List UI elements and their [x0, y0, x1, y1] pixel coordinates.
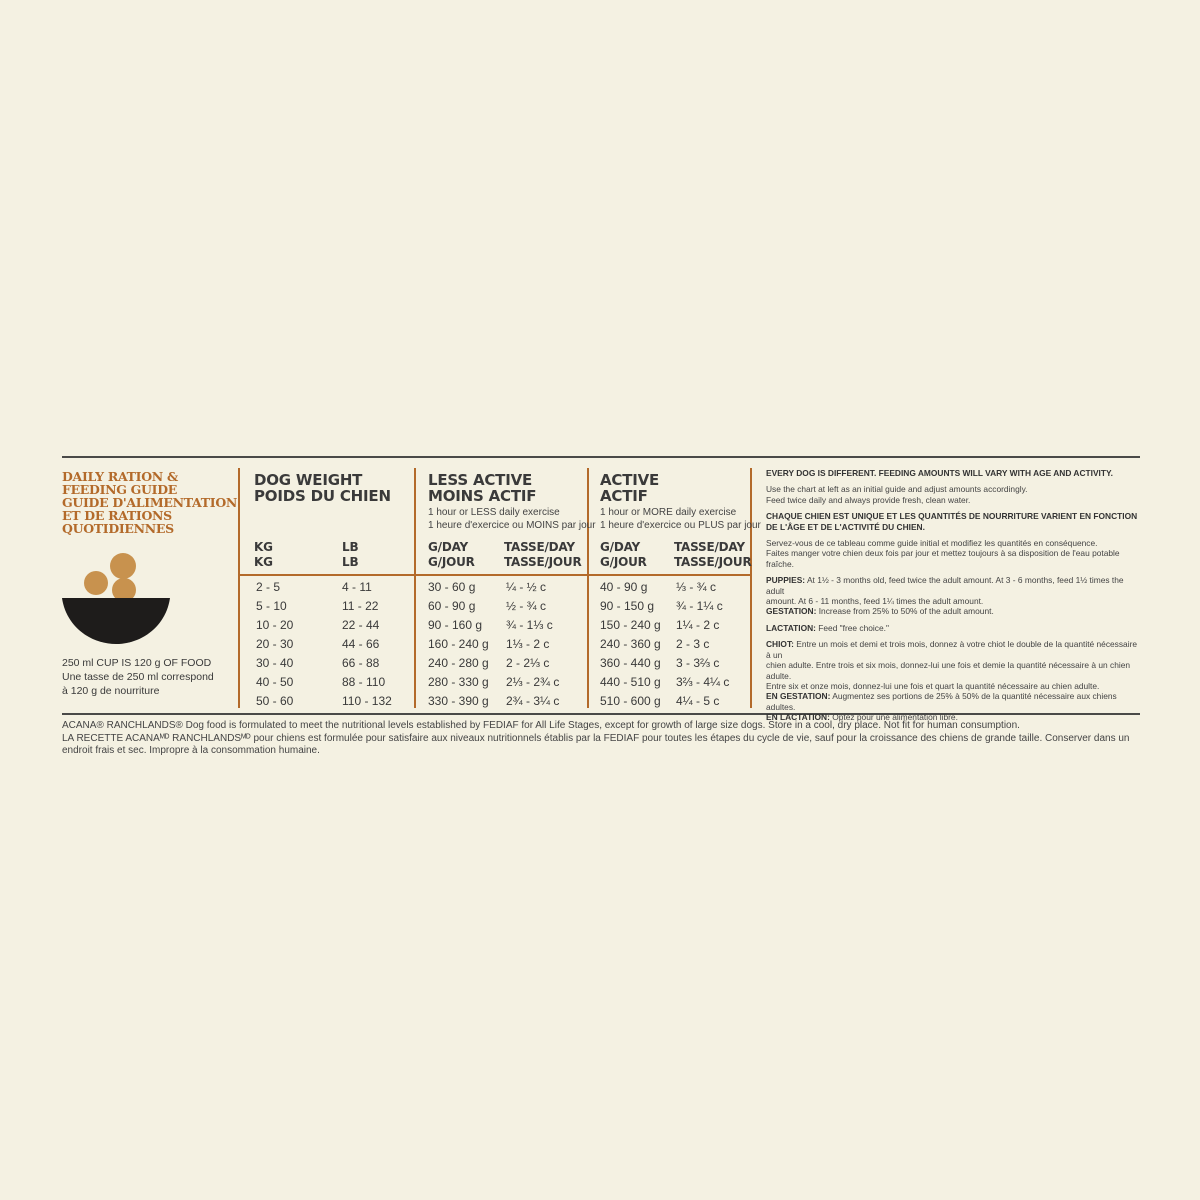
header-rule [239, 574, 751, 576]
feeding-notes [766, 468, 1138, 723]
subtitle-line: 1 hour or MORE daily exercise [600, 507, 737, 518]
cup-note-line: à 120 g de nourriture [62, 685, 160, 697]
subtitle-line: 1 hour or LESS daily exercise [428, 507, 560, 518]
lb-label: LB [342, 540, 359, 554]
lb-cell: 88 - 110 [342, 675, 386, 689]
gday-label: G/JOUR [600, 554, 647, 569]
puppies-note [766, 575, 1138, 596]
tasse-label: TASSE/JOUR [674, 554, 752, 569]
kibble-icon [84, 571, 108, 595]
footer-line-en: ACANA® RANCHLANDS® Dog food is formulated to meet the nutritional levels established by FEDIAF for All Life Stages, except for growth of large size dogs. Store in a cool, dry place. Not fit for human consumption. [62, 720, 1020, 731]
lb-label: LB [342, 554, 359, 569]
en-lactation-label: EN LACTATION: [766, 712, 830, 723]
less-gday-header [428, 540, 475, 569]
lb-cell: 11 - 22 [342, 599, 379, 613]
gestation-label: GESTATION: [766, 606, 817, 617]
notes-line: Servez-vous de ce tableau comme guide initial et modifiez les quantités en conséquence. [766, 538, 1098, 549]
active-grams-cell: 40 - 90 g [600, 580, 648, 594]
notes-line: Use the chart at left as an initial guide and adjust amounts accordingly. [766, 484, 1028, 495]
gday-label: G/DAY [428, 540, 469, 554]
heading-line: LESS ACTIVE [428, 471, 533, 489]
column-divider [587, 468, 589, 708]
active-cups-cell: ⅓ - ¾ c [676, 580, 717, 594]
heading-line: ACTIVE [600, 471, 660, 489]
puppies-label: PUPPIES: [766, 575, 806, 586]
lb-cell: 66 - 88 [342, 656, 380, 670]
lactation-text: Feed "free choice." [815, 622, 889, 633]
active-cups-cell: 3⅔ - 4¼ c [676, 675, 730, 689]
title-line: ET DE RATIONS [62, 508, 172, 523]
kg-header [254, 540, 273, 569]
footer-line-fr: LA RECETTE ACANAᴹᴰ RANCHLANDSᴹᴰ pour chiens est formulée pour satisfaire aux niveaux nutritionnels établis par la FEDIAF pour toutes les étapes du cycle de vie, sauf pour la croissance des chiens de grande taille. Conserver dans un endroit frais et sec. Impropre à la consommation humaine. [62, 732, 1130, 756]
notes-line: Entre six et onze mois, donnez-lui une fois et quart la quantité nécessaire au chien adulte. [766, 680, 1100, 691]
notes-line: chien adulte. Entre trois et six mois, donnez-lui une fois et demie la quantité nécessaire à un chien adulte. [766, 660, 1131, 681]
active-grams-cell: 90 - 150 g [600, 599, 655, 613]
active-grams-cell: 240 - 360 g [600, 637, 661, 651]
active-subtitle [600, 507, 761, 532]
dog-weight-heading [254, 472, 391, 504]
tasse-label: TASSE/DAY [674, 540, 745, 554]
top-rule [62, 456, 1140, 458]
lactation-note [766, 623, 1138, 633]
legal-footer [62, 720, 1142, 758]
active-grams-cell: 510 - 600 g [600, 694, 661, 708]
less-cups-cell: 1⅓ - 2 c [506, 637, 550, 651]
gday-label: G/DAY [600, 540, 641, 554]
column-divider [238, 468, 240, 708]
feeding-guide-title [62, 470, 242, 535]
kg-cell: 50 - 60 [256, 694, 294, 708]
active-heading [600, 472, 659, 504]
less-cups-cell: ¾ - 1⅓ c [506, 618, 553, 632]
heading-line: MOINS ACTIF [428, 487, 537, 505]
heading-line: ACTIF [600, 487, 648, 505]
less-grams-cell: 330 - 390 g [428, 694, 489, 708]
kg-cell: 2 - 5 [256, 580, 281, 594]
column-divider [414, 468, 416, 708]
subtitle-line: 1 heure d'exercice ou PLUS par jour [600, 519, 761, 531]
active-cups-cell: 4¼ - 5 c [676, 694, 720, 708]
less-active-heading [428, 472, 536, 504]
lb-cell: 110 - 132 [342, 694, 392, 708]
less-cups-cell: 2 - 2⅓ c [506, 656, 550, 670]
gday-label: G/JOUR [428, 554, 475, 569]
puppies-text: At 1½ - 3 months old, feed twice the adult amount. At 3 - 6 months, feed 1½ times the adult [766, 575, 1124, 596]
kg-cell: 40 - 50 [256, 675, 294, 689]
notes-line: Feed twice daily and always provide fresh, clean water. [766, 494, 971, 505]
heading-line: POIDS DU CHIEN [254, 487, 391, 505]
active-cups-cell: 3 - 3⅔ c [676, 656, 720, 670]
chiot-label: CHIOT: [766, 639, 794, 650]
kg-cell: 5 - 10 [256, 599, 287, 613]
active-grams-cell: 150 - 240 g [600, 618, 661, 632]
gestation-note [766, 606, 1138, 616]
less-cups-cell: 2¾ - 3¼ c [506, 694, 560, 708]
less-cups-cell: 2⅓ - 2¾ c [506, 675, 560, 689]
less-tasse-header [504, 540, 582, 569]
kg-label: KG [254, 554, 273, 569]
lb-cell: 44 - 66 [342, 637, 380, 651]
less-grams-cell: 60 - 90 g [428, 599, 476, 613]
less-grams-cell: 160 - 240 g [428, 637, 489, 651]
chiot-text: Entre un mois et demi et trois mois, donnez à votre chiot le double de la quantité nécessaire à un [766, 639, 1138, 660]
lb-cell: 22 - 44 [342, 618, 380, 632]
tasse-label: TASSE/DAY [504, 540, 575, 554]
kg-cell: 30 - 40 [256, 656, 294, 670]
title-line: DAILY RATION & [62, 469, 178, 484]
active-tasse-header [674, 540, 752, 569]
heading-line: DOG WEIGHT [254, 471, 363, 489]
lactation-label: LACTATION: [766, 622, 816, 633]
title-line: FEEDING GUIDE [62, 482, 177, 497]
kg-cell: 20 - 30 [256, 637, 294, 651]
cup-size-note [62, 656, 237, 698]
food-bowl-icon [62, 528, 182, 648]
kg-label: KG [254, 540, 273, 554]
less-grams-cell: 240 - 280 g [428, 656, 489, 670]
subtitle-line: 1 heure d'exercice ou MOINS par jour [428, 519, 596, 531]
column-divider [750, 468, 752, 708]
bowl-shape [62, 598, 170, 644]
less-grams-cell: 30 - 60 g [428, 580, 476, 594]
less-cups-cell: ½ - ¾ c [506, 599, 547, 613]
notes-heading-fr: DE L'ÂGE ET DE L'ACTIVITÉ DU CHIEN. [766, 521, 925, 532]
en-gestation-note [766, 691, 1138, 712]
notes-line: Faites manger votre chien deux fois par jour et mettez toujours à sa disposition de l'eau potable fraîche. [766, 548, 1120, 569]
active-grams-cell: 360 - 440 g [600, 656, 661, 670]
chiot-note [766, 639, 1138, 660]
active-grams-cell: 440 - 510 g [600, 675, 661, 689]
lb-cell: 4 - 11 [342, 580, 372, 594]
en-gestation-text: Augmentez ses portions de 25% à 50% de la quantité nécessaire aux chiens adultes. [766, 691, 1117, 712]
less-cups-cell: ¼ - ½ c [506, 580, 547, 594]
less-grams-cell: 280 - 330 g [428, 675, 489, 689]
notes-line: amount. At 6 - 11 months, feed 1¼ times the adult amount. [766, 596, 984, 607]
less-active-subtitle [428, 507, 596, 532]
lb-header [342, 540, 358, 569]
less-grams-cell: 90 - 160 g [428, 618, 483, 632]
kibble-icon [110, 553, 136, 579]
title-line: QUOTIDIENNES [62, 521, 174, 536]
cup-note-line: Une tasse de 250 ml correspond [62, 671, 214, 683]
feeding-guide-panel [62, 456, 1140, 723]
notes-heading-en: EVERY DOG IS DIFFERENT. FEEDING AMOUNTS WILL VARY WITH AGE AND ACTIVITY. [766, 468, 1113, 478]
en-gestation-label: EN GESTATION: [766, 691, 831, 702]
title-line: GUIDE D'ALIMENTATION [62, 495, 238, 510]
notes-heading-fr: CHAQUE CHIEN EST UNIQUE ET LES QUANTITÉS DE NOURRITURE VARIENT EN FONCTION [766, 511, 1138, 522]
active-cups-cell: 2 - 3 c [676, 637, 710, 651]
gestation-text: Increase from 25% to 50% of the adult amount. [816, 606, 994, 617]
active-cups-cell: ¾ - 1¼ c [676, 599, 723, 613]
en-lactation-text: Optez pour une alimentation libre. [829, 712, 958, 723]
kg-cell: 10 - 20 [256, 618, 294, 632]
tasse-label: TASSE/JOUR [504, 554, 582, 569]
active-cups-cell: 1¼ - 2 c [676, 618, 720, 632]
cup-note-line: 250 ml CUP IS 120 g OF FOOD [62, 657, 212, 669]
active-gday-header [600, 540, 647, 569]
